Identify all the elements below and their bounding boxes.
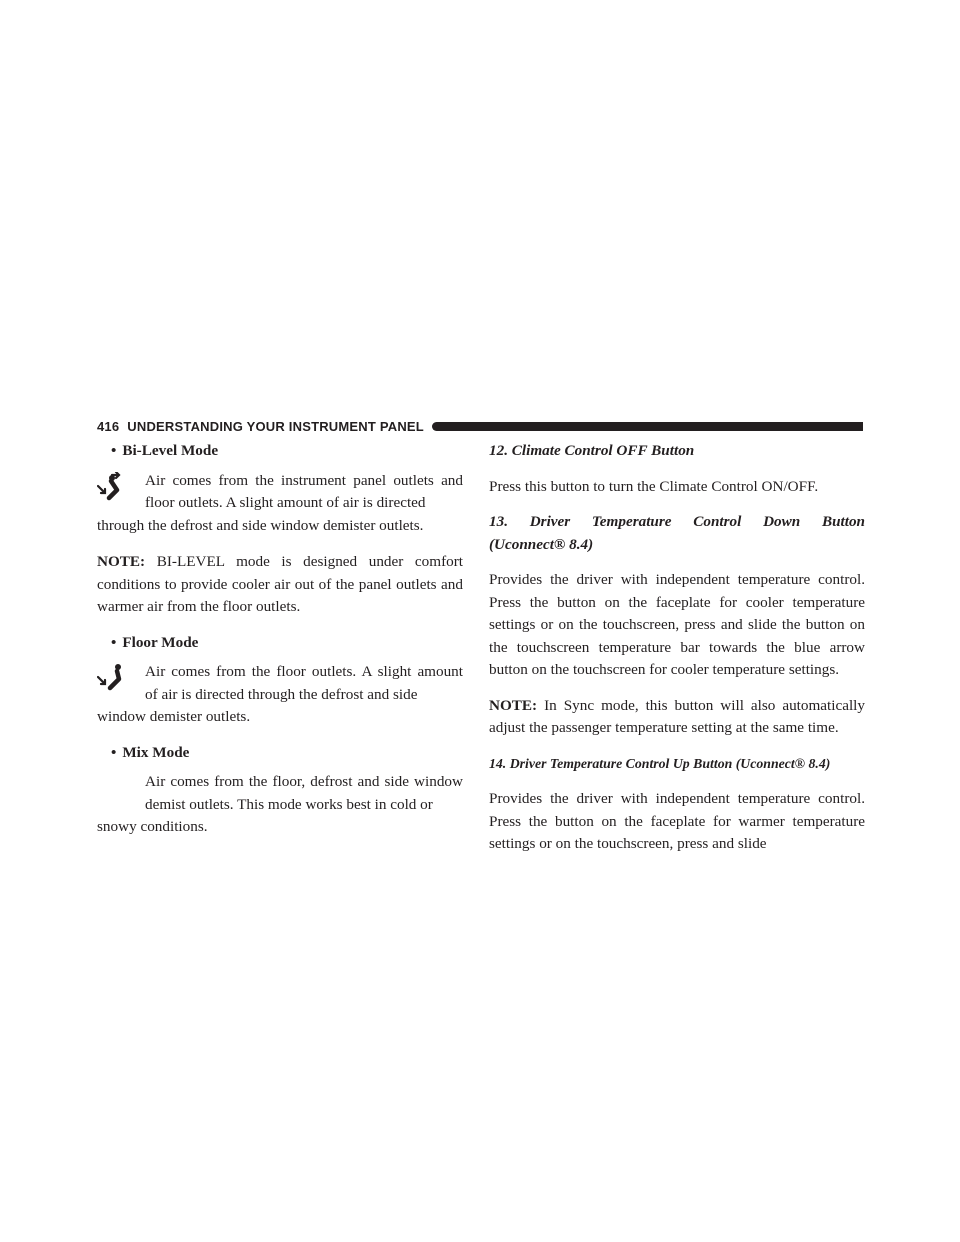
- note-text: BI-LEVEL mode is designed under comfort conditions to provide cooler air out of the panel outlets and warmer air from the floor outlets.: [97, 553, 463, 615]
- item-13-text: Provides the driver with independent temperature control. Press the button on the faceplate for cooler temperature settings or on the touchscreen, press and slide the button on the touchscreen temperature bar towards the blue arrow button on the touchscreen for cooler temperature settings.: [489, 571, 865, 678]
- floor-text-line-2: of air is directed through the defrost and side: [145, 685, 418, 703]
- bilevel-text-line-2: floor outlets. A slight amount of air is directed: [145, 494, 426, 511]
- bilevel-mode-block: [97, 470, 463, 538]
- bilevel-mode-title: Bi-Level Mode: [122, 442, 219, 459]
- item-14-heading: 14. Driver Temperature Control Up Button (Uconnect® 8.4): [489, 755, 831, 771]
- note-bilevel: [97, 551, 463, 619]
- floor-mode-heading: • Floor Mode: [111, 633, 199, 651]
- mix-mode-title: Mix Mode: [122, 743, 190, 761]
- bilevel-mode-heading: • Bi-Level Mode: [111, 442, 219, 459]
- mix-text-line-3: snowy conditions.: [97, 818, 208, 835]
- item-12-heading: 12. Climate Control OFF Button: [489, 442, 695, 459]
- item-13-heading-line-1: 13. Driver Temperature Control Down Button: [489, 513, 865, 530]
- note-text: In Sync mode, this button will also automatically adjust the passenger temperature setting at the same time.: [489, 696, 865, 736]
- item-13-heading-line-2: (Uconnect® 8.4): [489, 535, 594, 553]
- note-label: NOTE:: [97, 553, 146, 570]
- left-column: [97, 440, 463, 839]
- page-header: [97, 417, 863, 435]
- floor-text-line-3: window demister outlets.: [97, 708, 251, 725]
- floor-mode-block: [97, 661, 463, 729]
- item-12-text: Press this button to turn the Climate Control ON/OFF.: [489, 477, 819, 495]
- bilevel-text-line-3: through the defrost and side window demister outlets.: [97, 516, 424, 534]
- mix-mode-block: [97, 771, 463, 839]
- page-number: 416: [97, 418, 120, 434]
- mix-text-line-1: Air comes from the floor, defrost and side window: [145, 773, 463, 790]
- section-title: UNDERSTANDING YOUR INSTRUMENT PANEL: [127, 418, 424, 434]
- note-label: NOTE:: [489, 696, 538, 714]
- right-column: [489, 440, 865, 856]
- item-14-text: Provides the driver with independent temperature control. Press the button on the faceplate for warmer temperature settings or on the touchscreen, press and slide: [489, 790, 865, 852]
- bilevel-text-line-1: Air comes from the instrument panel outlets and: [145, 471, 463, 489]
- note-sync: [489, 695, 865, 740]
- floor-airflow-icon: [97, 663, 125, 693]
- bilevel-airflow-icon: [97, 472, 125, 502]
- mix-mode-heading: • Mix Mode: [111, 743, 190, 761]
- header-rule: [432, 422, 863, 431]
- floor-mode-title: Floor Mode: [122, 633, 199, 651]
- floor-text-line-1: Air comes from the floor outlets. A slight amount: [145, 663, 463, 680]
- mix-text-line-2: demist outlets. This mode works best in cold or: [145, 795, 433, 813]
